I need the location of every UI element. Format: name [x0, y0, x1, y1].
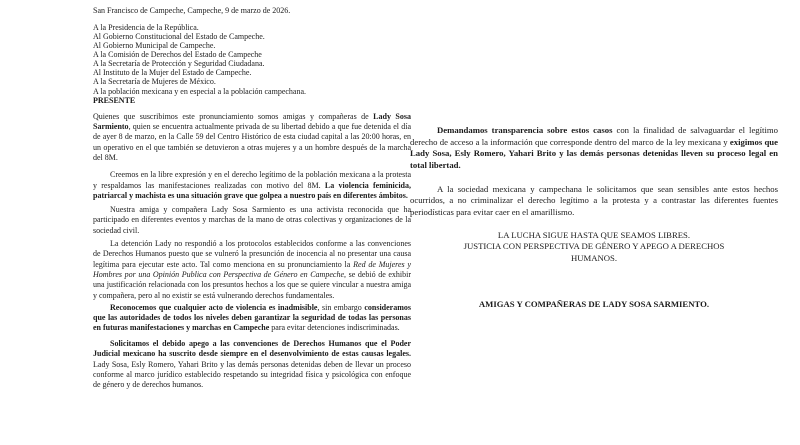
paragraph-free-expression: [93, 170, 411, 201]
text-segment: Nuestra amiga y compañera Lady Sosa Sarmiento es una activista reconocida que ha participado en diferentes eventos y marchas de la mano de otras colectivas y organizaciones de la sociedad civil.: [93, 204, 411, 235]
text-segment: , sin embargo: [317, 302, 365, 312]
paragraph-violence-inadmissible: [93, 303, 411, 334]
paragraph-legal-process: [93, 339, 411, 391]
paragraph-activist: [93, 205, 411, 236]
recipient-line: A la población mexicana y en especial a la población campechana.: [93, 86, 307, 96]
text-segment: con la finalidad de salvaguardar el legítimo derecho de acceso a la información que corresponde dentro del marco de la ley mexicana y: [410, 125, 778, 147]
recipient-line: A la Secretaría de Mujeres de México.: [93, 77, 216, 87]
letter-right-page: [410, 125, 778, 311]
slogan-line: LA LUCHA SIGUE HASTA QUE SEAMOS LIBRES.: [497, 229, 691, 240]
text-segment: para evitar detenciones indiscriminadas.: [269, 323, 400, 333]
recipients-block: [93, 23, 411, 105]
recipient-line: A la Comisión de Derechos del Estado de Campeche: [93, 50, 262, 60]
text-segment-bold: La violencia feminicida, patriarcal y machista es una situación grave que golpea a nuestro país en diferentes ámbitos.: [93, 180, 411, 201]
recipient-line: A la Secretaría de Protección y Seguridad Ciudadana.: [93, 59, 265, 69]
text-segment: Creemos en la libre expresión y en el derecho legítimo de la población mexicana a la protesta y respaldamos las manifestaciones realizadas con motivo del 8M.: [93, 170, 411, 190]
paragraph-transparency-demand: [410, 125, 778, 171]
text-segment-bold: consideramos que las autoridades de todos los niveles deben garantizar la seguridad de todas las personas en futuras manifestaciones y marchas en Campeche: [93, 302, 411, 333]
text-segment-bold: exigimos que Lady Sosa, Esly Romero, Yahari Brito y las demás personas detenidas lleven su proceso legal en total libertad.: [410, 136, 778, 170]
recipient-line: Al Instituto de la Mujer del Estado de Campeche.: [93, 68, 252, 78]
text-segment-bold: Demandamos transparencia sobre estos casos: [437, 125, 613, 135]
paragraph-protocols: [93, 239, 411, 301]
slogan-line: JUSTICIA CON PERSPECTIVA DE GÉNERO Y APEGO A DERECHOS: [463, 241, 725, 252]
letter-left-page: [93, 6, 411, 391]
text-segment: A la sociedad mexicana y campechana le solicitamos que sean sensibles ante estos hechos ocurridos, a no criminalizar el derecho legítimo a la protesta y a contrastar las diferentes fuentes periodísticas para evitar caer en el amarillismo.: [410, 183, 778, 218]
text-segment-italic: Red de Mujeres y Hombres por una Opinión Publica con Perspectiva de Género en Campeche: [93, 259, 411, 279]
text-segment-bold: Lady Sosa Sarmiento: [93, 111, 411, 132]
date-line: San Francisco de Campeche, Campeche, 9 de marzo de 2026.: [93, 6, 291, 15]
text-segment: , quien se encuentra actualmente privada de su libertad debido a que fue detenida el día de ayer 8 de marzo, en la Calle 59 del Centro Histórico de esta ciudad capital a las 20:00 horas, en un operativo en el que también se detuvieron a otras mujeres y a un hombre después de la marcha del 8M.: [93, 122, 411, 163]
recipient-line: Al Gobierno Municipal de Campeche.: [93, 41, 216, 51]
text-segment-bold: Solicitamos el debido apego a las convenciones de Derechos Humanos que el Poder Judicial mexicano ha suscrito desde siempre en el desenvolvimiento de estas causas legales.: [93, 339, 411, 359]
signature-line: AMIGAS Y COMPAÑERAS DE LADY SOSA SARMIENTO.: [478, 299, 710, 310]
slogan-block: [410, 230, 778, 265]
text-segment-bold: Reconocemos que cualquier acto de violencia es inadmisible: [110, 302, 318, 312]
presente-salutation: PRESENTE: [93, 95, 136, 105]
text-segment: Quienes que suscribimos este pronunciamiento somos amigas y compañeras de: [93, 111, 374, 121]
recipient-line: Al Gobierno Constitucional del Estado de Campeche.: [93, 31, 265, 41]
recipient-line: A la Presidencia de la República.: [93, 22, 199, 32]
text-segment: , se debió de exhibir una justificación relacionada con los presuntos hechos a los que se quiere vincular a nuestra amiga y compañera, pero al no existir se está vulnerando derechos fundamentales.: [93, 270, 411, 300]
slogan-line: HUMANOS.: [570, 252, 618, 263]
paragraph-intro-detention: [93, 112, 411, 164]
paragraph-society-appeal: [410, 184, 778, 219]
text-segment: La detención Lady no respondió a los protocolos establecidos conforme a las convenciones de Derechos Humanos puesto que se vulneró la presunción de inocencia al no presentar una causa legítima para ejecutar este acto. Tal como menciona en su pronunciamiento la: [93, 238, 411, 269]
text-segment: Lady Sosa, Esly Romero, Yahari Brito y las demás personas detenidas deben de llevar un proceso conforme al marco jurídico establecido respetando su integridad física y psicológica con enfoque de género y de derechos humanos.: [93, 359, 411, 390]
